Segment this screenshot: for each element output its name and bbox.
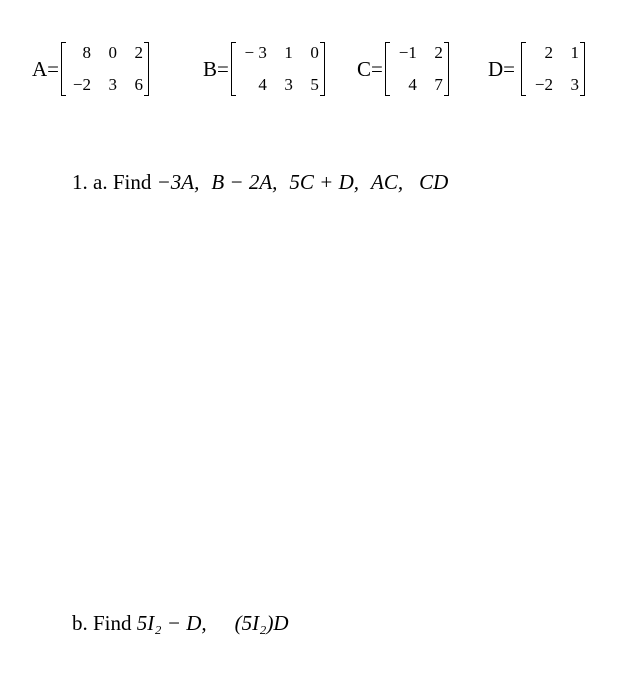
matrix-cell: 0 [108, 43, 118, 62]
matrix-cell: 4 [258, 75, 267, 94]
matrix-cell: 1 [570, 43, 580, 62]
matrix-d-body [521, 42, 585, 96]
matrix-c-label: C= [357, 56, 383, 81]
matrix-cell: 5 [310, 75, 319, 94]
question-1b [72, 611, 289, 636]
matrix-b-label: B= [203, 56, 229, 81]
matrix-cell: 3 [284, 75, 293, 94]
matrix-cell: 8 [82, 43, 92, 62]
expression: AC, [371, 170, 404, 194]
matrix-d-label: D= [488, 56, 516, 81]
matrix-row [391, 42, 443, 64]
question-1a [72, 170, 448, 195]
matrix-cell: 6 [134, 75, 144, 94]
expression: 5I₂ − D, [136, 611, 207, 635]
expression: B − 2A, [211, 170, 278, 194]
matrix-b-body [231, 42, 325, 96]
question-1b-prefix: b. Find [72, 611, 137, 635]
matrix-cell: 2 [134, 43, 144, 62]
expression: −3A, [156, 170, 200, 194]
matrix-d [488, 40, 585, 98]
matrix-cell: 0 [310, 43, 319, 62]
matrix-a [32, 40, 149, 98]
expression: 5C + D, [289, 170, 360, 194]
question-1a-prefix: 1. a. Find [72, 170, 157, 194]
matrix-cell: −1 [398, 43, 417, 62]
matrix-c [357, 40, 449, 98]
matrix-cell: 2 [434, 43, 443, 62]
matrix-row [391, 74, 443, 96]
matrix-cell: 7 [434, 75, 443, 94]
matrix-cell: 1 [284, 43, 293, 62]
matrix-cell: 2 [544, 43, 554, 62]
matrix-row [67, 74, 143, 96]
matrix-cell: −2 [72, 75, 92, 94]
matrix-cell: 3 [570, 75, 580, 94]
matrix-row [527, 42, 579, 64]
matrix-row [527, 74, 579, 96]
matrix-cell: − 3 [244, 43, 267, 62]
matrix-b [203, 40, 325, 98]
matrix-row [237, 42, 319, 64]
matrix-a-label: A= [32, 56, 60, 81]
matrix-a-body [61, 42, 149, 96]
matrix-row [67, 42, 143, 64]
expression: (5I₂)D [234, 611, 289, 635]
matrix-cell: 4 [408, 75, 417, 94]
expression: CD [419, 170, 449, 194]
matrix-cell: −2 [534, 75, 554, 94]
matrix-c-body [385, 42, 449, 96]
matrix-cell: 3 [108, 75, 118, 94]
matrix-row [237, 74, 319, 96]
